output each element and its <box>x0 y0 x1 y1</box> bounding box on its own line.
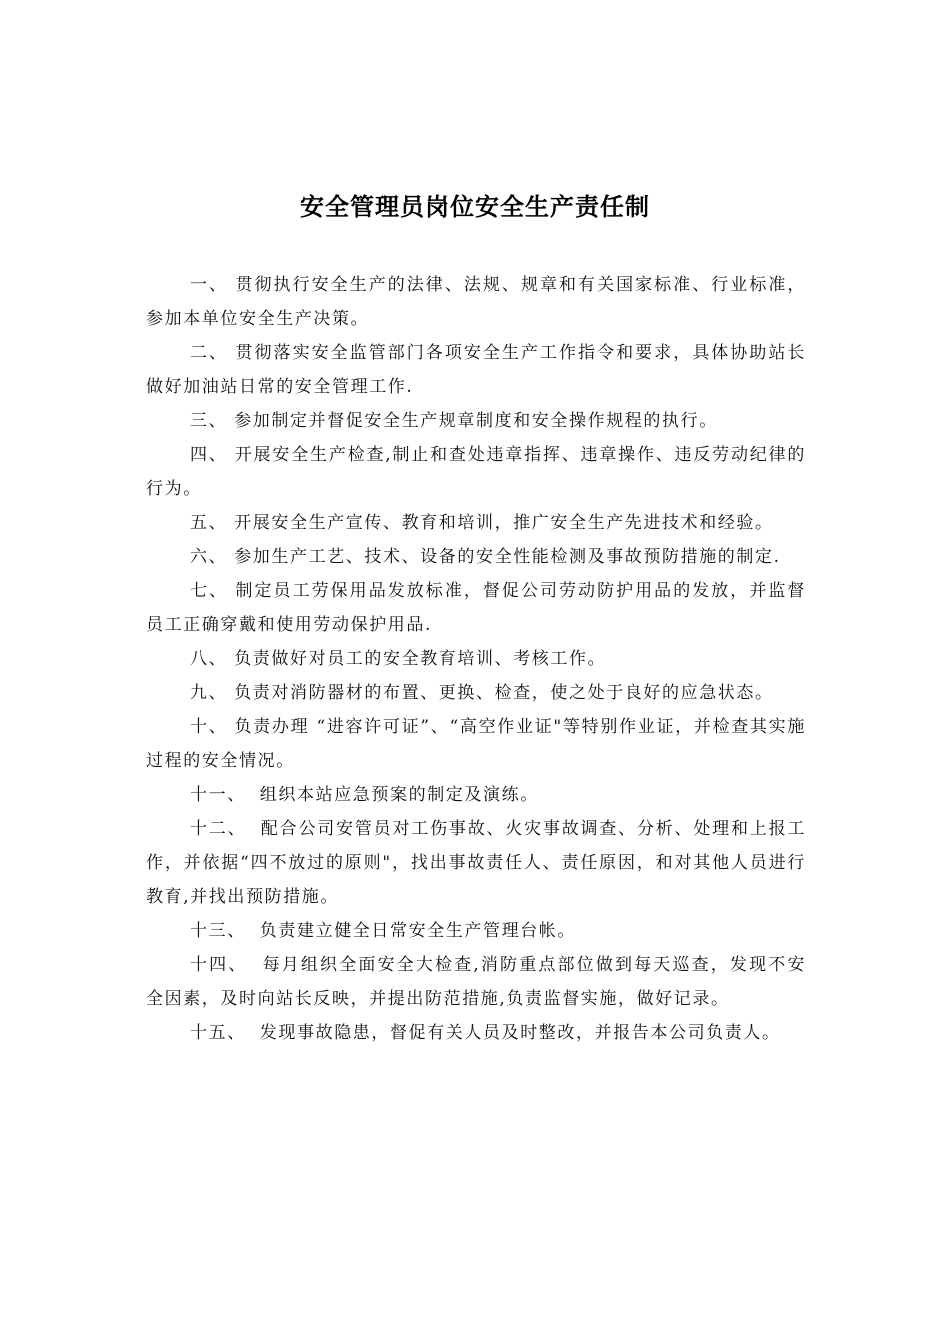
clause-4: 四、 开展安全生产检查,制止和查处违章指挥、违章操作、违反劳动纪律的行为。 <box>146 445 806 499</box>
clause-10: 十、 负责办理 “进容许可证”、“高空作业证"等特别作业证，并检查其实施过程的安全情况。 <box>146 717 806 771</box>
clause-9: 九、 负责对消防器材的布置、更换、检查，使之处于良好的应急状态。 <box>190 683 774 703</box>
clause-1: 一、 贯彻执行安全生产的法律、法规、规章和有关国家标准、行业标准，参加本单位安全生产决策。 <box>146 275 806 329</box>
clause-11: 十一、 组织本站应急预案的制定及演练。 <box>190 785 539 805</box>
clause-8: 八、 负责做好对员工的安全教育培训、考核工作。 <box>190 649 607 669</box>
clause-5: 五、 开展安全生产宣传、教育和培训，推广安全生产先进技术和经验。 <box>190 513 774 533</box>
clause-3: 三、 参加制定并督促安全生产规章制度和安全操作规程的执行。 <box>190 411 718 431</box>
clause-2: 二、 贯彻落实安全监管部门各项安全生产工作指令和要求，具体协助站长做好加油站日常的安全管理工作. <box>146 343 806 397</box>
clause-15: 十五、 发现事故隐患，督促有关人员及时整改，并报告本公司负责人。 <box>190 1023 781 1043</box>
clause-14: 十四、 每月组织全面安全大检查,消防重点部位做到每天巡查，发现不安全因素，及时向站长反映，并提出防范措施,负责监督实施，做好记录。 <box>146 955 806 1009</box>
clause-13: 十三、 负责建立健全日常安全生产管理台帐。 <box>190 921 577 941</box>
clause-12: 十二、 配合公司安管员对工伤事故、火灾事故调查、分析、处理和上报工作，并依据“四不放过的原则"，找出事故责任人、责任原因，和对其他人员进行教育,并找出预防措施。 <box>146 819 806 907</box>
clause-7: 七、 制定员工劳保用品发放标准，督促公司劳动防护用品的发放，并监督员工正确穿戴和使用劳动保护用品. <box>146 581 806 635</box>
clause-6: 六、 参加生产工艺、技术、设备的安全性能检测及事故预防措施的制定. <box>190 547 781 567</box>
document-title: 安全管理员岗位安全生产责任制 <box>300 193 650 221</box>
document-body <box>146 268 806 1050</box>
